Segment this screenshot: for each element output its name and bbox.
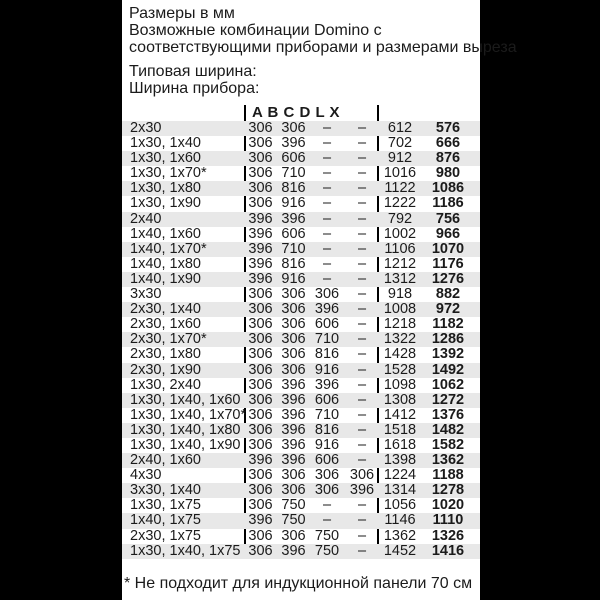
col-x-value: 1070 — [431, 240, 465, 257]
col-d-value: – — [357, 527, 367, 544]
col-a-value: 306 — [248, 361, 273, 378]
col-a-value: 306 — [248, 406, 273, 423]
col-x-value: 1286 — [431, 331, 465, 348]
table-row — [122, 242, 480, 257]
table-row — [122, 181, 480, 196]
col-d-value: – — [357, 406, 367, 423]
col-a-value: 306 — [248, 346, 273, 363]
col-b-value: 306 — [281, 346, 306, 363]
table-row — [122, 257, 480, 272]
combination-label: 1x40, 1x60 — [130, 225, 201, 242]
col-l-value: 1618 — [383, 436, 417, 453]
table-row — [122, 408, 480, 423]
col-d-value: – — [357, 497, 367, 514]
col-d-value: – — [357, 376, 367, 393]
col-x-value: 1272 — [431, 391, 465, 408]
col-x-value: 1176 — [432, 255, 464, 272]
col-c-value: – — [322, 120, 332, 136]
col-b-value: 606 — [281, 225, 306, 242]
col-d-value: – — [357, 255, 367, 272]
col-c-value: 306 — [314, 482, 340, 499]
col-l-value: 1122 — [384, 180, 416, 197]
col-l-value: 702 — [387, 135, 413, 152]
col-d-value: 396 — [349, 482, 375, 499]
col-d-value: – — [357, 286, 367, 303]
col-l-value: 1008 — [383, 301, 417, 318]
col-b-value: 306 — [281, 467, 306, 484]
col-a-value: 396 — [248, 270, 273, 287]
table-row — [122, 136, 480, 151]
table-row — [122, 317, 480, 332]
col-x-value: 1086 — [431, 180, 465, 197]
col-l-value: 1002 — [383, 225, 417, 242]
combination-label: 3x30, 1x40 — [130, 482, 201, 499]
col-l-value: 1312 — [383, 270, 417, 287]
col-a-value: 306 — [248, 421, 273, 438]
table-body — [122, 121, 480, 559]
combination-label: 3x30 — [130, 286, 162, 303]
col-x-value: 1392 — [431, 346, 465, 363]
col-c-value: 396 — [314, 376, 340, 393]
col-l-value: 1528 — [383, 361, 417, 378]
col-c-value: – — [322, 150, 332, 167]
combination-label: 1x30, 1x40 — [130, 135, 201, 152]
combination-label: 1x30, 1x40, 1x75 — [130, 542, 241, 559]
col-a-value: 306 — [248, 195, 273, 212]
table-row — [122, 453, 480, 468]
combination-label: 1x30, 1x60 — [130, 150, 201, 167]
col-d-value: – — [357, 316, 367, 333]
combination-label: 1x30, 1x40, 1x60 — [130, 391, 241, 408]
col-l-value: 1412 — [383, 406, 417, 423]
col-x-value: 1278 — [431, 482, 465, 499]
col-x-value: 756 — [435, 210, 461, 227]
col-x-value: 972 — [435, 301, 461, 318]
table-row — [122, 287, 480, 302]
page-title — [129, 5, 517, 56]
col-b-value: 396 — [281, 210, 306, 227]
title-line-1: Размеры в мм — [129, 5, 235, 22]
col-l-value: 1056 — [383, 497, 417, 514]
table-row — [122, 347, 480, 362]
col-c-value: 306 — [314, 286, 340, 303]
col-l-value: 1098 — [383, 376, 417, 393]
col-b-value: 606 — [281, 150, 306, 167]
col-c-value: – — [322, 497, 332, 514]
col-a-value: 306 — [248, 376, 273, 393]
column-header-letters: A B C D L X — [252, 104, 341, 121]
col-d-value: – — [357, 331, 367, 348]
combination-label: 1x40, 1x90 — [130, 270, 201, 287]
table-row — [122, 378, 480, 393]
col-l-value: 1218 — [383, 316, 417, 333]
col-d-value: – — [357, 210, 367, 227]
col-l-value: 918 — [387, 286, 413, 303]
col-b-value: 396 — [281, 436, 306, 453]
col-l-value: 1106 — [384, 240, 416, 257]
col-c-value: – — [322, 240, 332, 257]
col-x-value: 1376 — [431, 406, 465, 423]
combination-label: 1x30, 1x80 — [130, 180, 201, 197]
col-l-value: 1222 — [383, 195, 417, 212]
col-a-value: 306 — [248, 150, 273, 167]
typical-width-label: Типовая ширина: — [129, 63, 257, 80]
col-b-value: 306 — [281, 361, 306, 378]
col-d-value: – — [357, 346, 367, 363]
col-a-value: 306 — [248, 316, 273, 333]
col-x-value: 576 — [435, 120, 461, 136]
table-row — [122, 423, 480, 438]
col-c-value: – — [322, 135, 332, 152]
col-x-value: 1020 — [431, 497, 465, 514]
col-b-value: 816 — [281, 255, 306, 272]
combination-label: 2x30, 1x40 — [130, 301, 201, 318]
width-labels — [129, 63, 259, 97]
col-d-value: – — [357, 195, 367, 212]
table-row — [122, 483, 480, 498]
col-l-value: 1518 — [383, 421, 417, 438]
col-d-value: – — [357, 452, 367, 469]
col-l-value: 1016 — [383, 165, 417, 182]
col-x-value: 1182 — [432, 316, 464, 333]
col-a-value: 306 — [248, 180, 273, 197]
col-c-value: – — [322, 165, 332, 182]
col-x-value: 1482 — [431, 421, 465, 438]
col-a-value: 306 — [248, 436, 273, 453]
col-c-value: – — [322, 210, 332, 227]
table-row — [122, 513, 480, 528]
col-l-value: 792 — [387, 210, 413, 227]
col-b-value: 306 — [281, 482, 306, 499]
col-d-value: – — [357, 436, 367, 453]
col-x-value: 1186 — [432, 195, 464, 212]
col-b-value: 306 — [281, 286, 306, 303]
col-c-value: 750 — [314, 542, 340, 559]
col-b-value: 396 — [281, 135, 306, 152]
col-a-value: 306 — [248, 331, 273, 348]
right-black-margin — [480, 0, 600, 600]
combination-label: 1x40, 1x80 — [130, 255, 201, 272]
combination-label: 2x40, 1x60 — [130, 452, 201, 469]
table-row — [122, 438, 480, 453]
col-d-value: – — [357, 135, 367, 152]
col-c-value: – — [322, 270, 332, 287]
col-x-value: 980 — [435, 165, 461, 182]
col-a-value: 306 — [248, 165, 273, 182]
col-b-value: 710 — [281, 240, 306, 257]
col-x-value: 1492 — [431, 361, 465, 378]
table-row — [122, 302, 480, 317]
col-l-value: 1146 — [384, 512, 416, 529]
table-row — [122, 363, 480, 378]
col-d-value: – — [357, 542, 367, 559]
col-x-value: 1326 — [431, 527, 465, 544]
col-a-value: 396 — [248, 512, 273, 529]
table-row — [122, 166, 480, 181]
col-c-value: 710 — [314, 331, 340, 348]
col-l-value: 1362 — [383, 527, 417, 544]
col-b-value: 396 — [281, 542, 306, 559]
col-l-value: 912 — [387, 150, 413, 167]
table-row — [122, 498, 480, 513]
col-a-value: 396 — [248, 240, 273, 257]
col-b-value: 306 — [281, 331, 306, 348]
col-a-value: 306 — [248, 286, 273, 303]
col-d-value: – — [357, 150, 367, 167]
col-a-value: 396 — [248, 210, 273, 227]
combination-label: 1x30, 2x40 — [130, 376, 201, 393]
col-b-value: 750 — [281, 497, 306, 514]
title-line-3: соответствующими приборами и размерами выреза — [129, 39, 517, 56]
col-l-value: 1212 — [383, 255, 417, 272]
col-d-value: – — [357, 240, 367, 257]
table-row — [122, 227, 480, 242]
combination-label: 2x30, 1x80 — [130, 346, 201, 363]
combination-label: 1x30, 1x70* — [130, 165, 207, 182]
footnote: * Не подходит для индукционной панели 70 см — [124, 575, 473, 592]
col-a-value: 306 — [248, 497, 273, 514]
col-c-value: 306 — [314, 467, 340, 484]
col-x-value: 1188 — [432, 467, 464, 484]
col-b-value: 396 — [281, 452, 306, 469]
col-c-value: – — [322, 180, 332, 197]
title-line-2: Возможные комбинации Domino с — [129, 22, 382, 39]
col-d-value: – — [357, 165, 367, 182]
col-b-value: 396 — [281, 376, 306, 393]
col-x-value: 1276 — [431, 270, 465, 287]
col-x-value: 1582 — [431, 436, 465, 453]
col-x-value: 1362 — [431, 452, 465, 469]
col-x-value: 666 — [435, 135, 461, 152]
col-b-value: 306 — [281, 301, 306, 318]
combination-label: 1x30, 1x90 — [130, 195, 201, 212]
col-a-value: 306 — [248, 391, 273, 408]
col-l-value: 1322 — [383, 331, 417, 348]
col-b-value: 916 — [281, 195, 306, 212]
col-c-value: 916 — [314, 436, 340, 453]
table-row — [122, 544, 480, 559]
combination-label: 4x30 — [130, 467, 162, 484]
table-row — [122, 272, 480, 287]
table-row — [122, 121, 480, 136]
col-b-value: 816 — [281, 180, 306, 197]
col-d-value: – — [357, 180, 367, 197]
col-c-value: 750 — [314, 527, 340, 544]
combination-label: 2x30, 1x60 — [130, 316, 201, 333]
col-b-value: 306 — [281, 316, 306, 333]
col-d-value: – — [357, 225, 367, 242]
combination-label: 1x30, 1x40, 1x70* — [130, 406, 247, 423]
table-row — [122, 468, 480, 483]
col-a-value: 306 — [248, 135, 273, 152]
col-c-value: 606 — [314, 452, 340, 469]
combination-label: 1x40, 1x75 — [130, 512, 201, 529]
combination-label: 1x30, 1x40, 1x90 — [130, 436, 241, 453]
col-a-value: 306 — [248, 527, 273, 544]
col-a-value: 306 — [248, 482, 273, 499]
table-row — [122, 393, 480, 408]
combination-label: 1x30, 1x40, 1x80 — [130, 421, 241, 438]
col-b-value: 916 — [281, 270, 306, 287]
col-a-value: 396 — [248, 452, 273, 469]
table-row — [122, 212, 480, 227]
col-c-value: 916 — [314, 361, 340, 378]
col-a-value: 306 — [248, 120, 273, 136]
col-d-value: – — [357, 301, 367, 318]
col-c-value: – — [322, 195, 332, 212]
col-d-value: – — [357, 512, 367, 529]
col-l-value: 1428 — [383, 346, 417, 363]
col-d-value: – — [357, 391, 367, 408]
col-c-value: 396 — [314, 301, 340, 318]
col-x-value: 876 — [435, 150, 461, 167]
col-d-value: – — [357, 421, 367, 438]
col-a-value: 306 — [248, 467, 273, 484]
page-content — [122, 0, 517, 600]
col-a-value: 306 — [248, 301, 273, 318]
col-c-value: 816 — [314, 421, 340, 438]
col-l-value: 1452 — [383, 542, 417, 559]
combination-label: 1x40, 1x70* — [130, 240, 207, 257]
col-x-value: 1062 — [431, 376, 465, 393]
col-c-value: 816 — [314, 346, 340, 363]
table-row — [122, 151, 480, 166]
col-c-value: 606 — [314, 391, 340, 408]
col-b-value: 396 — [281, 421, 306, 438]
col-d-value: – — [357, 361, 367, 378]
col-d-value: – — [357, 120, 367, 136]
col-x-value: 1110 — [432, 512, 464, 529]
table-row — [122, 196, 480, 211]
col-b-value: 750 — [281, 512, 306, 529]
combination-label: 2x30, 1x70* — [130, 331, 207, 348]
col-a-value: 396 — [248, 225, 273, 242]
col-d-value: 306 — [349, 467, 375, 484]
combination-label: 2x40 — [130, 210, 162, 227]
col-c-value: – — [322, 255, 332, 272]
col-b-value: 306 — [281, 527, 306, 544]
combination-label: 2x30 — [130, 120, 162, 136]
col-x-value: 882 — [435, 286, 461, 303]
left-black-margin — [0, 0, 122, 600]
col-b-value: 396 — [281, 406, 306, 423]
col-c-value: – — [322, 225, 332, 242]
col-c-value: 710 — [314, 406, 340, 423]
col-a-value: 396 — [248, 255, 273, 272]
col-d-value: – — [357, 270, 367, 287]
col-l-value: 1314 — [383, 482, 417, 499]
col-x-value: 966 — [435, 225, 461, 242]
col-c-value: – — [322, 512, 332, 529]
col-b-value: 306 — [281, 120, 306, 136]
col-l-value: 612 — [387, 120, 413, 136]
col-b-value: 396 — [281, 391, 306, 408]
col-b-value: 710 — [281, 165, 306, 182]
combination-label: 1x30, 1x75 — [130, 497, 201, 514]
col-l-value: 1224 — [383, 467, 417, 484]
col-a-value: 306 — [248, 542, 273, 559]
table-row — [122, 332, 480, 347]
appliance-width-label: Ширина прибора: — [129, 80, 260, 97]
col-l-value: 1398 — [383, 452, 417, 469]
col-x-value: 1416 — [431, 542, 465, 559]
col-l-value: 1308 — [383, 391, 417, 408]
combination-label: 2x30, 1x75 — [130, 527, 201, 544]
col-c-value: 606 — [314, 316, 340, 333]
table-row — [122, 529, 480, 544]
combination-label: 2x30, 1x90 — [130, 361, 201, 378]
